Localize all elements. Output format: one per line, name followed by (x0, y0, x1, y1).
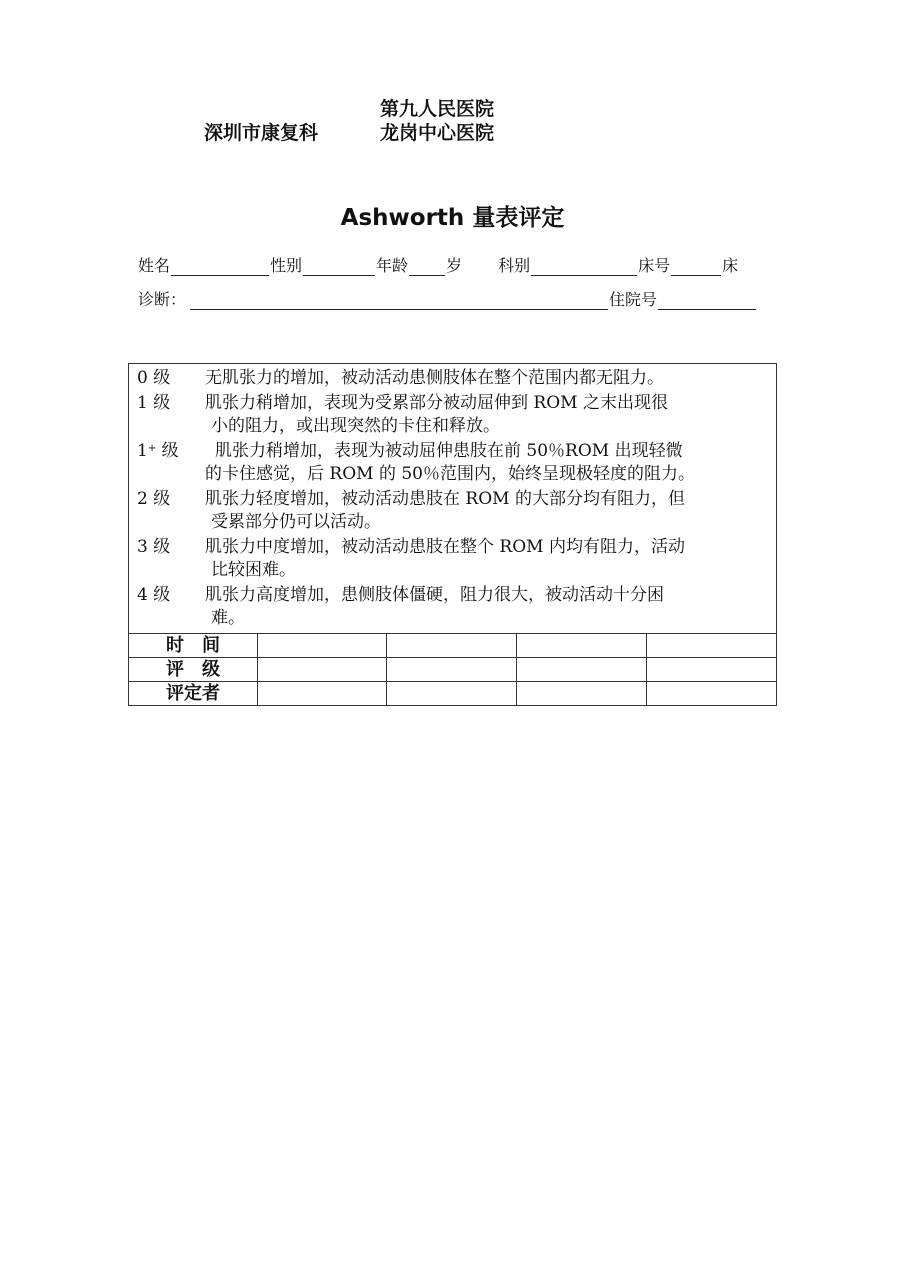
grade-description-cont: 的卡住感觉，后 ROM 的 50％范围内，始终呈现极轻度的阻力。 (205, 464, 695, 484)
ashworth-table (128, 363, 777, 706)
grade-description-cont: 小的阻力，或出现突然的卡住和释放。 (211, 416, 500, 436)
grade-1-plus (137, 440, 770, 487)
grade-1 (137, 392, 770, 439)
dept-field[interactable] (531, 258, 637, 276)
grade-level: 1 级 (137, 392, 171, 413)
hospital-name-line1: 第九人民医院 (380, 98, 495, 120)
age-field[interactable] (409, 258, 445, 276)
bed-label: 床号 (638, 256, 671, 275)
admission-field[interactable] (658, 292, 756, 310)
grade-0 (137, 367, 770, 391)
diagnosis-label: 诊断： (138, 290, 187, 309)
grade-2 (137, 488, 770, 535)
dept-label: 科别 (498, 256, 531, 275)
assessor-cell[interactable] (647, 681, 777, 705)
assessor-cell[interactable] (258, 681, 387, 705)
department-name: 深圳市康复科 (204, 122, 319, 144)
grade-cell[interactable] (647, 657, 777, 681)
diagnosis-row (138, 287, 757, 310)
time-cell[interactable] (258, 633, 387, 657)
grade-description-cont: 难。 (211, 608, 245, 628)
grade-description: 肌张力中度增加，被动活动患肢在整个 ROM 内均有阻力，活动 (205, 536, 685, 557)
age-label: 年龄 (376, 256, 409, 275)
assessor-label: 评定者 (129, 681, 258, 705)
hospital-name-line2: 龙岗中心医院 (380, 122, 495, 144)
grade-description: 无肌张力的增加，被动活动患侧肢体在整个范围内都无阻力。 (205, 368, 664, 388)
grade-cell[interactable] (517, 657, 647, 681)
time-label: 时 间 (129, 633, 258, 657)
grade-4 (137, 584, 770, 631)
title-latin: Ashworth (340, 205, 465, 231)
grade-description: 肌张力高度增加，患侧肢体僵硬，阻力很大，被动活动十分困 (205, 584, 664, 605)
bed-field[interactable] (671, 258, 721, 276)
grade-3 (137, 536, 770, 583)
grade-level: 2 级 (137, 488, 171, 509)
diagnosis-field[interactable] (190, 292, 608, 310)
age-unit: 岁 (446, 256, 463, 275)
grade-level: 0 级 (137, 368, 171, 388)
time-cell[interactable] (647, 633, 777, 657)
title-cjk: 量表评定 (472, 205, 565, 231)
grade-description: 肌张力轻度增加，被动活动患肢在 ROM 的大部分均有阻力，但 (205, 488, 685, 509)
assessor-cell[interactable] (387, 681, 517, 705)
grade-definitions (129, 364, 777, 634)
grade-description: 肌张力稍增加，表现为受累部分被动屈伸到 ROM 之末出现很 (205, 392, 668, 413)
grade-description: 肌张力稍增加，表现为被动屈伸患肢在前 50％ROM 出现轻微 (215, 440, 683, 461)
hospital-name (380, 97, 494, 145)
assessor-cell[interactable] (517, 681, 647, 705)
bed-unit: 床 (722, 256, 739, 275)
record-row-assessor (129, 681, 777, 705)
grade-label: 评 级 (129, 657, 258, 681)
grade-level: 1+ 级 (137, 440, 179, 461)
record-row-time (129, 633, 777, 657)
name-field[interactable] (171, 258, 269, 276)
grade-description-cont: 受累部分仍可以活动。 (211, 512, 381, 532)
grade-cell[interactable] (387, 657, 517, 681)
patient-info-row (138, 253, 738, 276)
grade-level: 4 级 (137, 584, 171, 605)
grade-cell[interactable] (258, 657, 387, 681)
admission-label: 住院号 (609, 290, 658, 309)
grade-level: 3 级 (137, 536, 171, 557)
time-cell[interactable] (517, 633, 647, 657)
time-cell[interactable] (387, 633, 517, 657)
sex-field[interactable] (303, 258, 375, 276)
page-title (0, 199, 905, 232)
grade-description-cont: 比较困难。 (211, 560, 296, 580)
sex-label: 性别 (270, 256, 303, 275)
name-label: 姓名 (138, 256, 171, 275)
record-row-grade (129, 657, 777, 681)
